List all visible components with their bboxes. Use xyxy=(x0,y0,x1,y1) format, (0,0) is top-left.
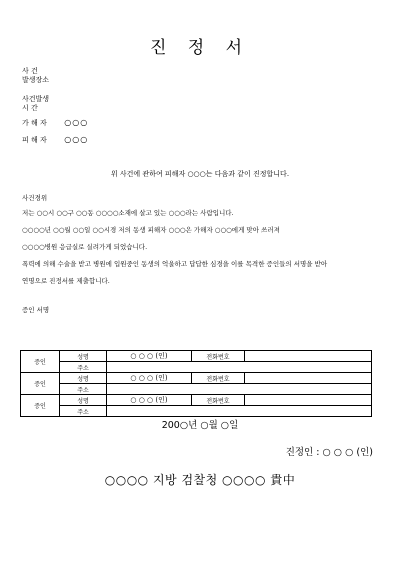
field-label: 발생장소 xyxy=(22,76,50,84)
address-cell[interactable] xyxy=(107,384,372,395)
body-line: 연명으로 진정서를 제출합니다. xyxy=(22,277,110,285)
address-label: 주소 xyxy=(60,362,107,373)
recipient-office: ○○○○ 지방 검찰청 ○○○○ 貴中 xyxy=(104,473,296,487)
body-line: ○○○○병원 응급실로 실려가게 되었습니다. xyxy=(22,243,148,251)
name-label: 성명 xyxy=(60,373,107,384)
field-value: ○○○ xyxy=(64,135,89,144)
section-heading: 사건경위 xyxy=(22,194,48,202)
witness-group-label: 증인 xyxy=(21,395,60,417)
table-row xyxy=(21,362,372,373)
address-cell[interactable] xyxy=(107,362,372,373)
field-value: ○○○ xyxy=(64,118,89,127)
intro-text: 위 사건에 관하여 피해자 ○○○는 다음과 같이 진정합니다. xyxy=(110,170,290,178)
witness-group-label: 증인 xyxy=(21,373,60,395)
field-label: 시 간 xyxy=(22,104,38,112)
body-line: ○○○○년 ○○월 ○○일 ○○시경 저의 동생 피해자 ○○○은 가해자 ○○○에게 맞아 쓰러져 xyxy=(22,226,280,234)
address-label: 주소 xyxy=(60,406,107,417)
field-perpetrator xyxy=(22,118,88,128)
table-row xyxy=(21,384,372,395)
witness-group-label: 증인 xyxy=(21,351,60,373)
submission-date: 200○년 ○월 ○일 xyxy=(161,420,239,431)
address-cell[interactable] xyxy=(107,406,372,417)
field-incident xyxy=(22,67,62,76)
field-victim xyxy=(22,135,88,145)
field-label: 사건발생 xyxy=(22,95,50,103)
field-label: 가 해 자 xyxy=(22,119,47,127)
field-label: 피 해 자 xyxy=(22,136,47,144)
phone-label: 전화번호 xyxy=(192,373,245,384)
phone-cell[interactable] xyxy=(245,351,372,362)
address-label: 주소 xyxy=(60,384,107,395)
phone-label: 전화번호 xyxy=(192,395,245,406)
witness-table xyxy=(20,350,372,417)
phone-cell[interactable] xyxy=(245,373,372,384)
document-title: 진 정 서 xyxy=(149,38,251,58)
name-cell[interactable]: ○ ○ ○ (인) xyxy=(107,351,192,362)
field-location xyxy=(22,76,62,85)
table-row xyxy=(21,351,372,362)
name-cell[interactable]: ○ ○ ○ (인) xyxy=(107,395,192,406)
name-label: 성명 xyxy=(60,351,107,362)
table-row xyxy=(21,373,372,384)
phone-cell[interactable] xyxy=(245,395,372,406)
table-row xyxy=(21,395,372,406)
body-line: 폭력에 의해 수술을 받고 병원에 입원중인 동생의 억울하고 답답한 심경을 이를 목격한 증인들의 서명을 받아 xyxy=(22,260,328,268)
body-line: 저는 ○○시 ○○구 ○○동 ○○○○소재에 살고 있는 ○○○라는 사람입니다. xyxy=(22,209,234,217)
field-label: 사 건 xyxy=(22,67,38,75)
witness-heading: 증인 서명 xyxy=(22,306,50,314)
phone-label: 전화번호 xyxy=(192,351,245,362)
name-label: 성명 xyxy=(60,395,107,406)
table-row xyxy=(21,406,372,417)
field-occurrence xyxy=(22,95,62,104)
body-paragraph xyxy=(22,205,382,290)
name-cell[interactable]: ○ ○ ○ (인) xyxy=(107,373,192,384)
petitioner-signature: 진정인 : ○ ○ ○ (인) xyxy=(285,447,373,458)
field-time xyxy=(22,104,62,113)
